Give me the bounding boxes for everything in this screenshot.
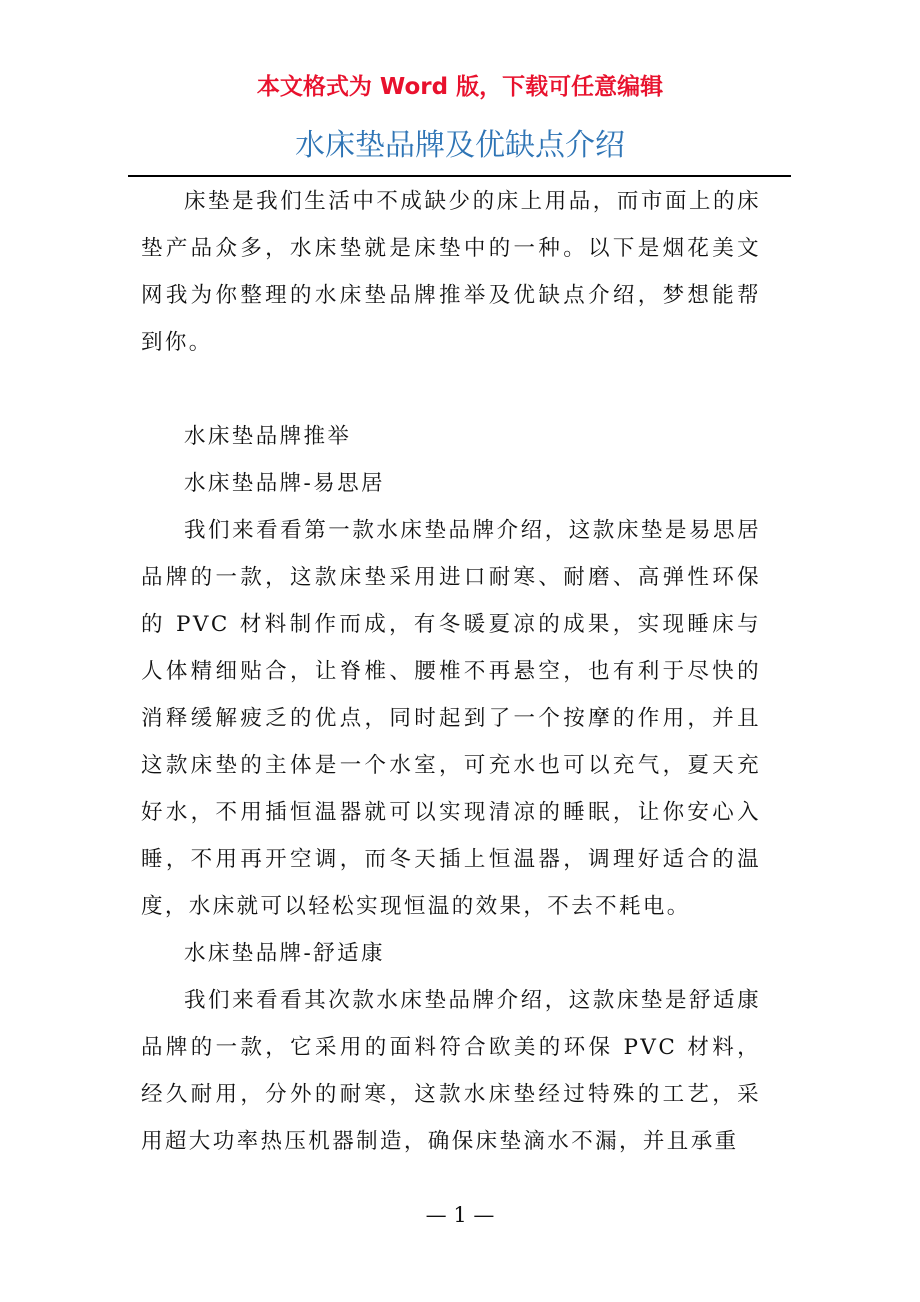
- title-underline: [128, 175, 791, 177]
- section-heading-brands: 水床垫品牌推举: [184, 424, 352, 449]
- intro-paragraph: 床垫是我们生活中不成缺少的床上用品，而市面上的床垫产品众多，水床垫就是床垫中的一种。以下是烟花美文网我为你整理的水床垫品牌推举及优缺点介绍，梦想能帮到你。: [141, 189, 761, 355]
- document-title: 水床垫品牌及优缺点介绍: [295, 128, 625, 163]
- brand-paragraph-yisiju: 我们来看看第一款水床垫品牌介绍，这款床垫是易思居品牌的一款，这款床垫采用进口耐寒、耐磨、高弹性环保的 PVC 材料制作而成，有冬暖夏凉的成果，实现睡床与人体精细贴合，让脊椎、腰椎不再悬空，也有利于尽快的消释缓解疲乏的优点，同时起到了一个按摩的作用，并且这款床垫的主体是一个水室，可充水也可以充气，夏天充好水，不用插恒温器就可以实现清凉的睡眠，让你安心入睡，不用再开空调，而冬天插上恒温器，调理好适合的温度，水床就可以轻松实现恒温的效果，不去不耗电。: [141, 518, 761, 919]
- blank-line: [141, 366, 761, 413]
- brand-paragraph-shushikang: 我们来看看其次款水床垫品牌介绍，这款床垫是舒适康品牌的一款，它采用的面料符合欧美的环保 PVC 材料，经久耐用，分外的耐寒，这款水床垫经过特殊的工艺，采用超大功率热压机器制造，确保床垫滴水不漏，并且承重: [141, 988, 761, 1154]
- brand-heading-shushikang: 水床垫品牌-舒适康: [184, 941, 385, 966]
- page-number: — 1 —: [425, 1203, 495, 1227]
- brand-heading-yisiju: 水床垫品牌-易思居: [184, 471, 385, 496]
- format-notice: 本文格式为 Word 版，下载可任意编辑: [256, 74, 664, 100]
- document-body: [141, 178, 761, 1165]
